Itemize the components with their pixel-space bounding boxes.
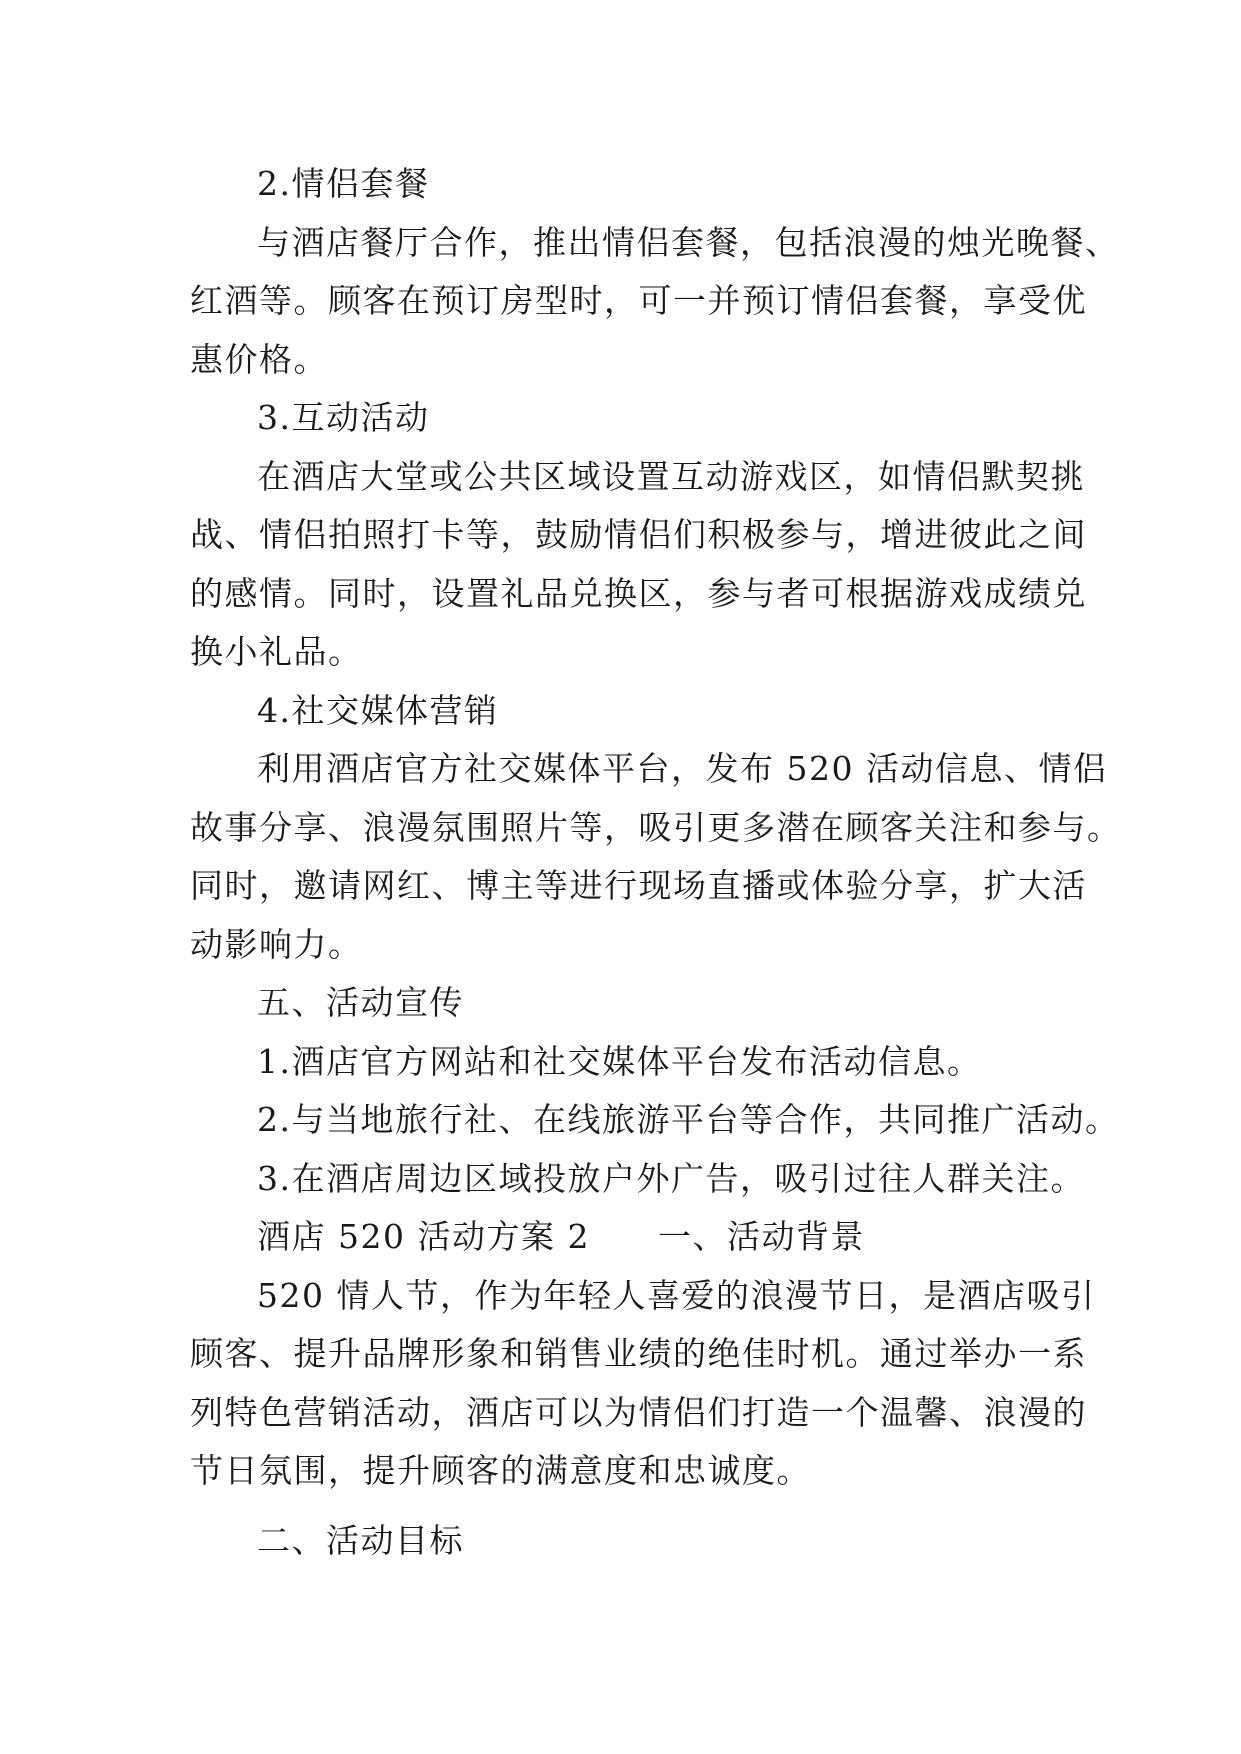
section-heading-social-media: 4.社交媒体营销: [257, 690, 499, 730]
list-item: 2.与当地旅行社、在线旅游平台等合作，共同推广活动。: [257, 1100, 1120, 1139]
paragraph-line: 顾客、提升品牌形象和销售业绩的绝佳时机。通过举办一系: [190, 1334, 1087, 1373]
plan-title: 酒店 520 活动方案 2: [257, 1217, 590, 1256]
paragraph-line: 动影响力。: [190, 924, 363, 964]
section-heading-promotion: 五、活动宣传: [257, 983, 464, 1022]
section-heading-interactive-activity: 3.互动活动: [257, 398, 430, 437]
section-heading-goals: 二、活动目标: [257, 1521, 464, 1560]
paragraph-line: 节日氛围，提升顾客的满意度和忠诚度。: [190, 1451, 811, 1490]
paragraph-line: 利用酒店官方社交媒体平台，发布 520 活动信息、情侣: [257, 749, 1108, 788]
document-body: [190, 155, 1122, 1571]
section-heading-couple-package: 2.情侣套餐: [257, 164, 430, 203]
plan-title-line: [190, 1208, 1060, 1267]
paragraph-line: 的感情。同时，设置礼品兑换区，参与者可根据游戏成绩兑: [190, 573, 1087, 613]
paragraph-line: 同时，邀请网红、博主等进行现场直播或体验分享，扩大活: [190, 866, 1087, 905]
paragraph-line: 惠价格。: [190, 339, 328, 379]
paragraph-line: 在酒店大堂或公共区域设置互动游戏区，如情侣默契挑: [257, 456, 1085, 496]
paragraph-line: 换小礼品。: [190, 632, 363, 671]
section-heading-background: 一、活动背景: [657, 1217, 865, 1256]
paragraph-line: 与酒店餐厅合作，推出情侣套餐，包括浪漫的烛光晚餐、: [257, 222, 1120, 262]
list-item: 3.在酒店周边区域投放户外广告，吸引过往人群关注。: [257, 1158, 1085, 1198]
paragraph-line: 520 情人节，作为年轻人喜爱的浪漫节日，是酒店吸引: [257, 1275, 1096, 1315]
paragraph-line: 列特色营销活动，酒店可以为情侣们打造一个温馨、浪漫的: [190, 1392, 1087, 1432]
list-item: 1.酒店官方网站和社交媒体平台发布活动信息。: [257, 1041, 982, 1081]
paragraph-line: 红酒等。顾客在预订房型时，可一并预订情侣套餐，享受优: [190, 281, 1087, 320]
paragraph-line: 战、情侣拍照打卡等，鼓励情侣们积极参与，增进彼此之间: [190, 515, 1087, 554]
paragraph-line: 故事分享、浪漫氛围照片等，吸引更多潜在顾客关注和参与。: [190, 807, 1122, 847]
